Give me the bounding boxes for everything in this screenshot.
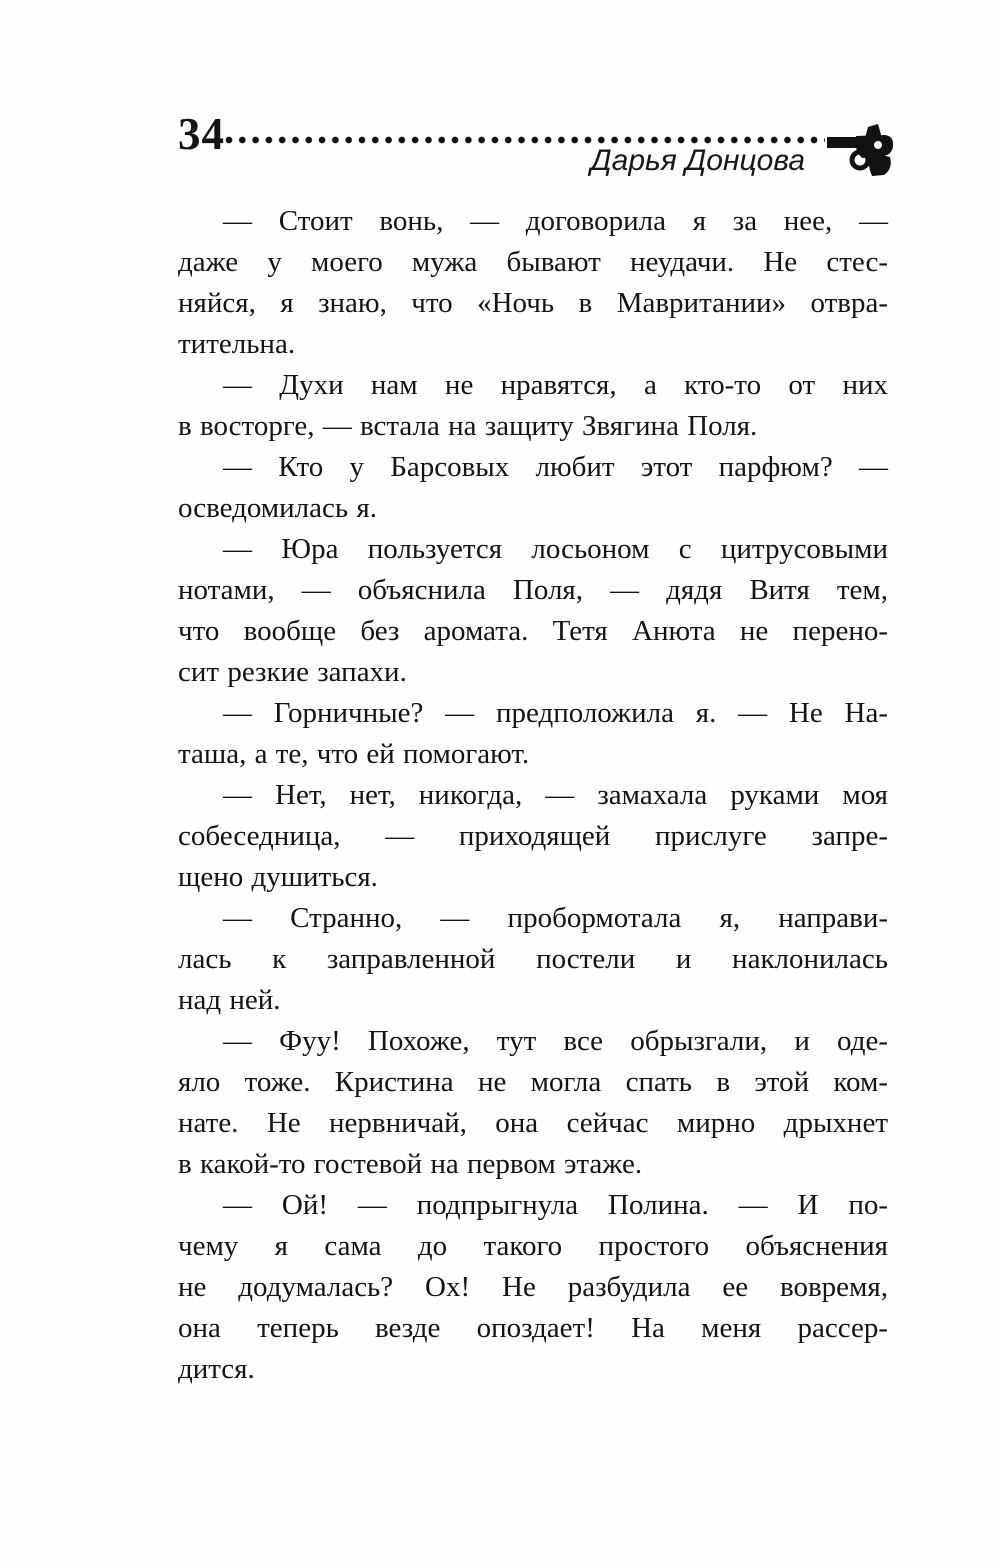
- text-line: — Духи нам не нравятся, а кто-то от них: [223, 369, 888, 401]
- text-line: тительна.: [178, 328, 296, 360]
- text-line: — Кто у Барсовых любит этот парфюм? —: [223, 451, 888, 483]
- text-line: щено душиться.: [178, 861, 378, 893]
- text-line: няйся, я знаю, что «Ночь в Мавритании» отвра-: [178, 287, 888, 319]
- text-line: — Нет, нет, никогда, — замахала руками моя: [223, 779, 888, 811]
- text-line: что вообще без аромата. Тетя Анюта не перено-: [178, 615, 888, 647]
- text-line: осведомилась я.: [178, 492, 377, 524]
- text-line: — Ой! — подпрыгнула Полина. — И по-: [223, 1189, 888, 1221]
- text-line: сит резкие запахи.: [178, 656, 407, 688]
- text-line: над ней.: [178, 984, 281, 1016]
- text-line: дится.: [178, 1353, 255, 1385]
- dotted-rule: [225, 136, 825, 144]
- author-name: Дарья Донцова: [590, 144, 805, 177]
- text-line: нате. Не нервничай, она сейчас мирно дрыхнет: [178, 1107, 888, 1139]
- paragraph: [178, 529, 888, 693]
- text-line: яло тоже. Кристина не могла спать в этой ком-: [178, 1066, 888, 1098]
- paragraph: [178, 365, 888, 447]
- paragraph: [178, 898, 888, 1021]
- text-line: собеседница, — приходящей прислуге запре-: [178, 820, 888, 852]
- text-line: чему я сама до такого простого объяснения: [178, 1230, 888, 1262]
- text-line: лась к заправленной постели и наклонилась: [178, 943, 888, 975]
- page-number: 34: [178, 109, 225, 159]
- text-line: в восторге, — встала на защиту Звягина Поля.: [178, 410, 758, 442]
- text-line: не додумалась? Ох! Не разбудила ее вовремя,: [178, 1271, 888, 1303]
- text-line: в какой-то гостевой на первом этаже.: [178, 1148, 643, 1180]
- body-text: [178, 201, 888, 1390]
- text-line: — Юра пользуется лосьоном с цитрусовыми: [223, 533, 888, 565]
- paragraph: [178, 775, 888, 898]
- paragraph: [178, 1185, 888, 1390]
- text-line: она теперь везде опоздает! На меня рассер-: [178, 1312, 888, 1344]
- text-line: даже у моего мужа бывают неудачи. Не стес-: [178, 246, 888, 278]
- paragraph: [178, 447, 888, 529]
- text-line: — Стоит вонь, — договорила я за нее, —: [223, 205, 888, 237]
- paragraph: [178, 1021, 888, 1185]
- revolver-icon: [826, 122, 894, 178]
- text-line: нотами, — объяснила Поля, — дядя Витя тем,: [178, 574, 888, 606]
- paragraph: [178, 693, 888, 775]
- text-line: — Странно, — пробормотала я, направи-: [223, 902, 888, 934]
- paragraph: [178, 201, 888, 365]
- text-line: — Фуу! Похоже, тут все обрызгали, и оде-: [223, 1025, 888, 1057]
- text-line: таша, а те, что ей помогают.: [178, 738, 530, 770]
- text-line: — Горничные? — предположила я. — Не На-: [223, 697, 888, 729]
